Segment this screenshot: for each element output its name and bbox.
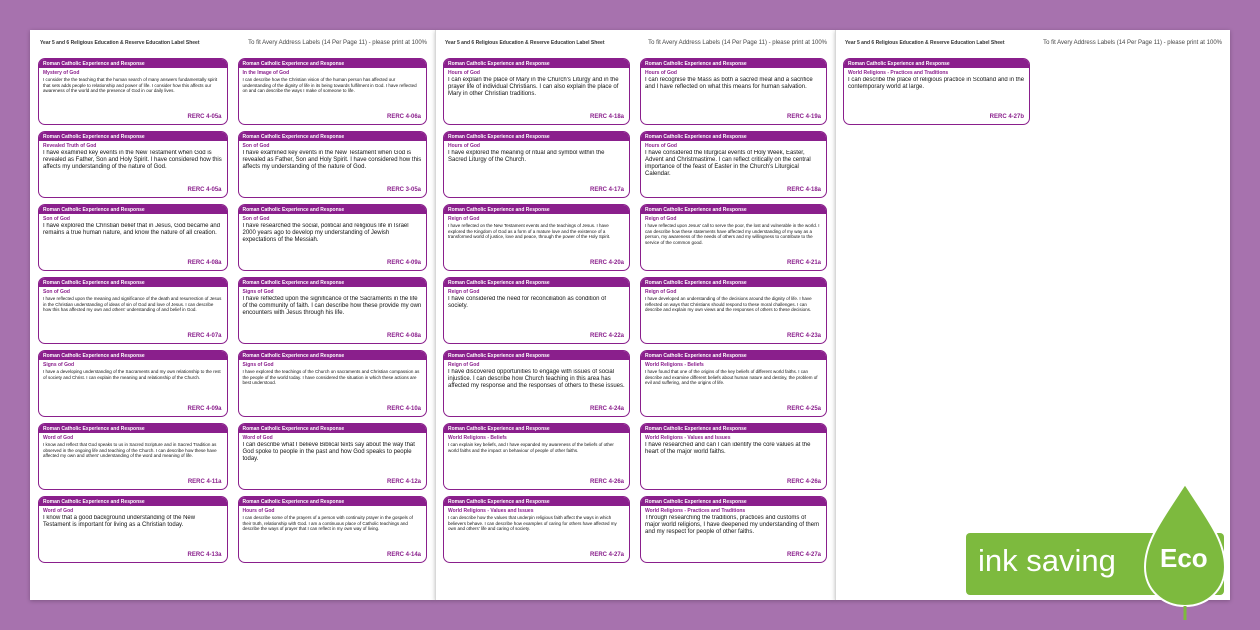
- label-header: Roman Catholic Experience and Response: [844, 59, 1029, 68]
- outcome-code: RERC 4-25a: [786, 406, 821, 412]
- ink-saving-text: ink saving: [978, 543, 1116, 578]
- label-header: Roman Catholic Experience and Response: [444, 351, 629, 360]
- outcome-code: RERC 4-08a: [187, 260, 222, 266]
- label-header: Roman Catholic Experience and Response: [39, 205, 227, 214]
- label-topic: Signs of God: [43, 362, 75, 368]
- label-header: Roman Catholic Experience and Response: [641, 205, 826, 214]
- label-header: Roman Catholic Experience and Response: [239, 497, 427, 506]
- label-statement: Through researching the traditions, practices and customs of major world religions, I have deepened my understanding of them and my respect for people of other faiths.: [645, 515, 820, 535]
- address-label: [238, 131, 428, 198]
- outcome-code: RERC 4-09a: [187, 406, 222, 412]
- label-header: Roman Catholic Experience and Response: [239, 424, 427, 433]
- label-statement: I can explain the place of Mary in the Church's Liturgy and in the prayer life of individual Christians. I can also explain the place of Mary in other Christian traditions.: [448, 77, 619, 97]
- label-statement: I can describe how the Christian vision of the human person has affected our understanding of the dignity of life in its being towards fulfilment in God. I have reflected on and can describe the ways I make of someone to life.: [242, 77, 417, 94]
- label-topic: Hours of God: [645, 70, 677, 76]
- label-statement: I can describe the place of religious practice in Scotland and in the contemporary world at large.: [848, 77, 1025, 90]
- label-topic: World Religions - Practices and Traditions: [848, 70, 949, 76]
- label-statement: I can explain key beliefs, and I have expanded my awareness of the beliefs of other world faiths and the impact on behaviour of people of other faiths.: [448, 442, 614, 453]
- label-header: Roman Catholic Experience and Response: [641, 59, 826, 68]
- label-header: Roman Catholic Experience and Response: [239, 205, 427, 214]
- label-statement: I can describe what I believe Biblical texts say about the way that God spoke to people in the past and how God speaks to people today.: [242, 442, 415, 462]
- label-topic: World Religions - Practices and Traditions: [645, 508, 746, 514]
- address-label: [640, 423, 827, 490]
- outcome-code: RERC 4-14a: [386, 552, 421, 558]
- address-label: [443, 423, 630, 490]
- label-topic: Reign of God: [645, 216, 677, 222]
- label-header: Roman Catholic Experience and Response: [444, 424, 629, 433]
- outcome-code: RERC 4-24a: [589, 406, 624, 412]
- label-topic: In the Image of God: [242, 70, 290, 76]
- address-label: [443, 350, 630, 417]
- address-label: [38, 277, 228, 344]
- outcome-code: RERC 4-18a: [786, 187, 821, 193]
- label-header: Roman Catholic Experience and Response: [641, 132, 826, 141]
- address-label: [640, 131, 827, 198]
- outcome-code: RERC 4-18a: [589, 114, 624, 120]
- label-statement: I know that a good background understanding of the New Testament is important for living as a Christian today.: [43, 515, 196, 528]
- outcome-code: RERC 4-05a: [187, 187, 222, 193]
- label-header: Roman Catholic Experience and Response: [444, 59, 629, 68]
- label-header: Roman Catholic Experience and Response: [641, 278, 826, 287]
- address-label: [38, 423, 228, 490]
- label-grid: [38, 58, 427, 563]
- label-topic: Hours of God: [448, 70, 480, 76]
- label-statement: I have researched and can I can identify the core values at the heart of the major world faiths.: [645, 442, 811, 455]
- label-topic: World Religions - Values and Issues: [448, 508, 534, 514]
- outcome-code: RERC 4-26a: [589, 479, 624, 485]
- outcome-code: RERC 4-20a: [589, 260, 624, 266]
- label-statement: I can describe how the values that underpin religious faith affect the ways in which believers behave. I can describe how examples of caring for others have affected my own and others' life and caring of society.: [448, 515, 617, 532]
- label-header: Roman Catholic Experience and Response: [39, 424, 227, 433]
- outcome-code: RERC 4-06a: [386, 114, 421, 120]
- label-statement: I have considered the need for reconciliation as condition of society.: [448, 296, 607, 309]
- outcome-code: RERC 4-23a: [786, 333, 821, 339]
- label-header: Roman Catholic Experience and Response: [444, 132, 629, 141]
- label-topic: Reign of God: [645, 289, 677, 295]
- label-topic: World Religions - Beliefs: [448, 435, 507, 441]
- outcome-code: RERC 4-17a: [589, 187, 624, 193]
- label-grid: [443, 58, 827, 563]
- label-header: Roman Catholic Experience and Response: [39, 351, 227, 360]
- label-statement: I can describe some of the prayers of a person with continuity prayer in the gospels of their truth, relationship with God. I am a continuous place of Catholic teachings and describe the ways of prayer that I can reflect in my own way of living.: [242, 515, 413, 532]
- address-label: [238, 58, 428, 125]
- label-topic: Signs of God: [242, 289, 274, 295]
- label-sheet-page-2: [435, 30, 835, 600]
- label-topic: Word of God: [43, 435, 74, 441]
- outcome-code: RERC 4-05a: [187, 114, 222, 120]
- print-note: To fit Avery Address Labels (14 Per Page 11) - please print at 100%: [1043, 40, 1222, 46]
- label-topic: Word of God: [242, 435, 273, 441]
- label-header: Roman Catholic Experience and Response: [641, 424, 826, 433]
- label-topic: Word of God: [43, 508, 74, 514]
- label-header: Roman Catholic Experience and Response: [641, 497, 826, 506]
- outcome-code: RERC 4-08a: [386, 333, 421, 339]
- label-header: Roman Catholic Experience and Response: [39, 497, 227, 506]
- outcome-code: RERC 4-27a: [589, 552, 624, 558]
- outcome-code: RERC 4-19a: [786, 114, 821, 120]
- address-label: [238, 277, 428, 344]
- label-statement: I have reflected upon the meaning and significance of the death and resurrection of Jesus in the Christian understanding of ideas of sin of God and love of Jesus. I can describe how this has affected my own and others' understanding of and belief in God.: [43, 296, 222, 313]
- label-header: Roman Catholic Experience and Response: [39, 278, 227, 287]
- label-statement: I have found that one of the origins of the key beliefs of different world faiths. I can describe and examine different beliefs about human nature and destiny, the problem of evil and suffering, and the origins of life.: [645, 369, 818, 386]
- label-statement: I have explored the Christian belief that in Jesus, God became and remains a true human nature, and know the nature of all creation.: [43, 223, 221, 236]
- label-topic: Mystery of God: [43, 70, 80, 76]
- label-statement: I have developed an understanding of the decisions around the dignity of life. I have reflected on ways that Christians should respond to these moral challenges. I can describe and explain my own views and the responses of others to these decisions.: [645, 296, 812, 313]
- page-title: Year 5 and 6 Religious Education & Reserve Education Label Sheet: [40, 40, 200, 46]
- label-sheet-page-1: [30, 30, 435, 600]
- address-label: [443, 277, 630, 344]
- label-statement: I have discovered opportunities to engage with issues of social injustice. I can describe how Church teaching in this area has affected my response and the responses of others to these issues.: [448, 369, 625, 389]
- label-statement: I have researched the social, political and religious life in Israel 2000 years ago to develop my understanding of Jewish expectations of the Messiah.: [242, 223, 409, 243]
- label-statement: I can recognise the Mass as both a sacred meal and a sacrifice and I have reflected on what this means for human salvation.: [645, 77, 813, 90]
- label-header: Roman Catholic Experience and Response: [239, 132, 427, 141]
- label-statement: I have reflected upon the significance of the Sacraments in the life of the community of faith. I can describe how these provide my own encounters with Jesus through his life.: [242, 296, 422, 316]
- address-label: [38, 496, 228, 563]
- eco-badge-label: Eco: [1160, 543, 1208, 573]
- address-label: [640, 350, 827, 417]
- address-label: [640, 204, 827, 271]
- label-topic: World Religions - Beliefs: [645, 362, 704, 368]
- address-label: [38, 204, 228, 271]
- label-header: Roman Catholic Experience and Response: [444, 278, 629, 287]
- outcome-code: RERC 4-13a: [187, 552, 222, 558]
- address-label: [443, 496, 630, 563]
- label-header: Roman Catholic Experience and Response: [39, 132, 227, 141]
- label-topic: Reign of God: [448, 289, 480, 295]
- page-divider: [835, 30, 836, 600]
- address-label: [443, 58, 630, 125]
- address-label: [640, 58, 827, 125]
- outcome-code: RERC 4-21a: [786, 260, 821, 266]
- print-note: To fit Avery Address Labels (14 Per Page 11) - please print at 100%: [648, 40, 827, 46]
- outcome-code: RERC 4-09a: [386, 260, 421, 266]
- address-label: [238, 423, 428, 490]
- page-title: Year 5 and 6 Religious Education & Reserve Education Label Sheet: [445, 40, 605, 46]
- address-label: [443, 204, 630, 271]
- label-topic: Son of God: [43, 289, 70, 295]
- outcome-code: RERC 4-12a: [386, 479, 421, 485]
- address-label: [843, 58, 1030, 125]
- label-statement: I have a developing understanding of the Sacraments and my own relationship to the rest of society and Christ. I can explain the meaning and relationship of the Church.: [43, 369, 221, 380]
- address-label: [640, 496, 827, 563]
- label-statement: I have examined key events in the New Testament when God is revealed as Father, Son and Holy Spirit. I have considered how this affects my understanding of the nature of God.: [242, 150, 422, 170]
- label-statement: I consider the the teaching that the human search of many answers fundamentally spirit that sets adds people to relationship and power of life. I consider how this affects our awareness of the world and the presence of God in our daily lives.: [43, 77, 218, 94]
- address-label: [38, 131, 228, 198]
- address-label: [443, 131, 630, 198]
- label-statement: I know and reflect that God speaks to us in Sacred Scripture and in Sacred Tradition as observed in the ongoing life and teaching of the Church. I can describe how these have affected my own and others' understanding of the word and meaning of life.: [43, 442, 217, 459]
- label-statement: I have reflected upon Jesus' call to serve the poor, the lost and vulnerable in the world. I can describe how these statements have affected my understanding of my way as a person, my awareness of the needs of others and my willingness to contribute to the service of the common good.: [645, 223, 820, 245]
- label-header: Roman Catholic Experience and Response: [239, 278, 427, 287]
- label-topic: Hours of God: [448, 143, 480, 149]
- label-statement: I have considered the liturgical events of Holy Week, Easter, Advent and Christmastime. I can reflect critically on the central importance of the feast of Easter in the Church's Liturgical Calendar.: [645, 150, 811, 177]
- label-topic: Hours of God: [645, 143, 677, 149]
- label-header: Roman Catholic Experience and Response: [444, 205, 629, 214]
- label-topic: Son of God: [242, 143, 270, 149]
- page-title: Year 5 and 6 Religious Education & Reserve Education Label Sheet: [845, 40, 1005, 46]
- label-topic: Revealed Truth of God: [43, 143, 97, 149]
- address-label: [640, 277, 827, 344]
- label-statement: I have examined key events in the New Testament when God is revealed as Father, Son and Holy Spirit. I have considered how this affects my understanding of the nature of God.: [43, 150, 222, 170]
- label-header: Roman Catholic Experience and Response: [641, 351, 826, 360]
- label-statement: I have explored the teachings of the Church on sacraments and Christian compassion as the people of the world today. I have considered the situation in which these actions are best understood.: [242, 369, 420, 386]
- print-note: To fit Avery Address Labels (14 Per Page 11) - please print at 100%: [248, 40, 427, 46]
- label-header: Roman Catholic Experience and Response: [239, 59, 427, 68]
- label-header: Roman Catholic Experience and Response: [444, 497, 629, 506]
- address-label: [38, 58, 228, 125]
- outcome-code: RERC 3-05a: [386, 187, 421, 193]
- label-statement: I have reflected on the New Testament events and the teachings of Jesus. I have explored the Kingdom of God as a form of a mature love and the existence of a transformed world of justice, love and peace, through the power of the Holy Spirit.: [448, 223, 611, 240]
- outcome-code: RERC 4-27b: [989, 114, 1024, 120]
- page-divider: [435, 30, 436, 600]
- address-label: [238, 204, 428, 271]
- label-statement: I have explored the meaning of ritual and symbol within the Sacred Liturgy of the Church.: [448, 150, 605, 163]
- address-label: [238, 496, 428, 563]
- label-topic: World Religions - Values and Issues: [645, 435, 731, 441]
- outcome-code: RERC 4-27a: [786, 552, 821, 558]
- label-header: Roman Catholic Experience and Response: [239, 351, 427, 360]
- label-topic: Signs of God: [242, 362, 274, 368]
- outcome-code: RERC 4-10a: [386, 406, 421, 412]
- label-topic: Reign of God: [448, 216, 480, 222]
- label-topic: Hours of God: [242, 508, 275, 514]
- label-topic: Reign of God: [448, 362, 480, 368]
- outcome-code: RERC 4-11a: [187, 479, 222, 485]
- address-label: [238, 350, 428, 417]
- label-topic: Son of God: [242, 216, 270, 222]
- outcome-code: RERC 4-26a: [786, 479, 821, 485]
- label-topic: Son of God: [43, 216, 70, 222]
- outcome-code: RERC 4-22a: [589, 333, 624, 339]
- label-header: Roman Catholic Experience and Response: [39, 59, 227, 68]
- label-grid: [843, 58, 1030, 125]
- address-label: [38, 350, 228, 417]
- outcome-code: RERC 4-07a: [187, 333, 222, 339]
